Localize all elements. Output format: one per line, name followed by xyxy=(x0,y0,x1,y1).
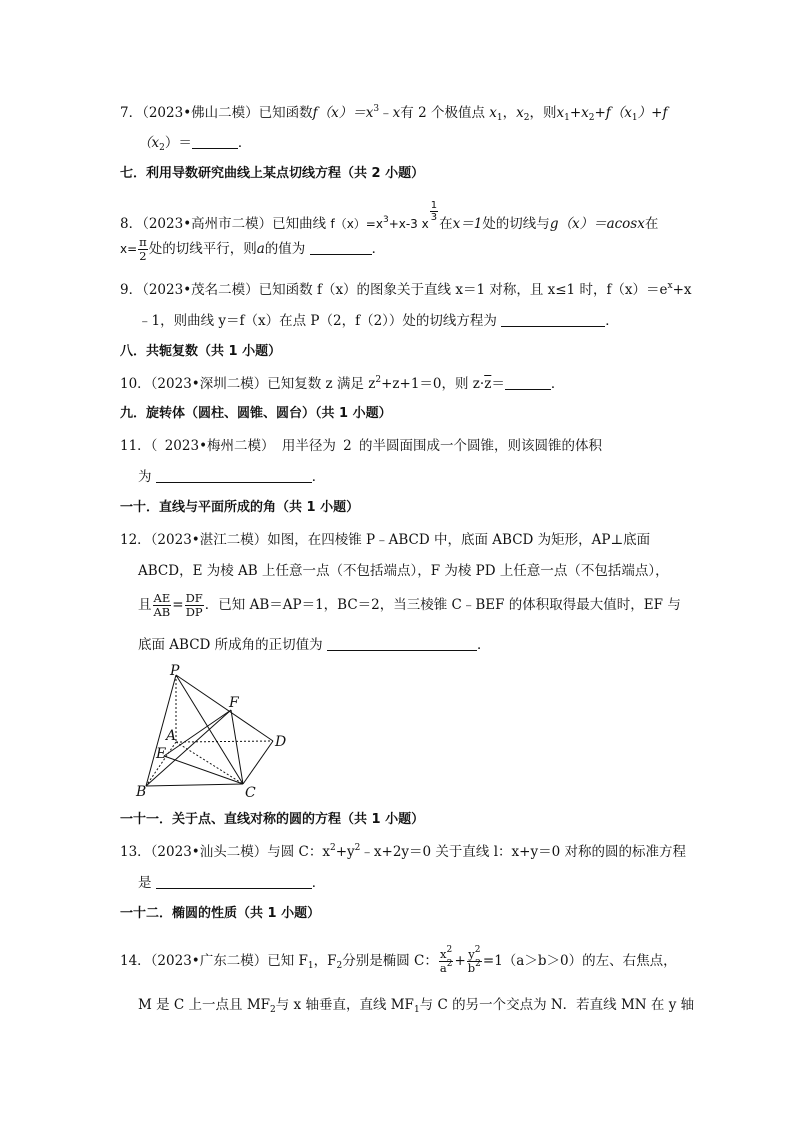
label-E: E xyxy=(156,746,167,762)
answer-blank[interactable] xyxy=(501,313,605,327)
pyramid-figure xyxy=(130,660,300,800)
edge-FC xyxy=(231,710,243,784)
q7-line1: 7．（2023•佛山二模）已知函数$f(x)=x^3﹣x$有 2 个极值点 $x_1$，$x_2$，则$x_1+x_2+f(x_1)+f$ xyxy=(120,104,668,123)
q12-line3: 且 $\frac{AE}{AB}$ = $\frac{DF}{DP}$ ．已知 AB＝AP＝1，BC＝2，当三棱锥 C﹣BEF 的体积取得最大值时，EF 与 xyxy=(138,591,681,619)
label-D: D xyxy=(275,734,287,750)
edge-AC xyxy=(176,742,243,784)
label-C: C xyxy=(245,785,256,800)
section-heading-11: 一十一．关于点、直线对称的圆的方程（共 1 小题） xyxy=(120,812,425,827)
edge-PD xyxy=(176,675,273,741)
edge-EC xyxy=(164,756,243,784)
answer-blank[interactable] xyxy=(156,875,312,889)
answer-blank[interactable] xyxy=(327,637,477,651)
q11-line2: 为 ． xyxy=(138,469,326,485)
q13-line1: 13．（2023•汕头二模）与圆 C：$x^2+y^2﹣x+2y=0$ 关于直线 l：x+y＝0 对称的圆的标准方程 xyxy=(120,843,686,860)
q13-line2: 是 ． xyxy=(138,875,326,891)
q9-line1: 9．（2023•茂名二模）已知函数 f（x）的图象关于直线 x＝1 对称，且 x≤1 时，$f(x)=e^x+x$ xyxy=(120,281,692,298)
label-F: F xyxy=(229,695,239,711)
label-B: B xyxy=(136,784,147,800)
q12-line1: 12．（2023•湛江二模）如图，在四棱锥 P﹣ABCD 中，底面 ABCD 为矩形，AP⊥底面 xyxy=(120,532,651,548)
q12-line2: ABCD，E 为棱 AB 上任意一点（不包括端点），F 为棱 PD 上任意一点（不包括端点）， xyxy=(138,563,669,579)
answer-blank[interactable] xyxy=(505,376,551,390)
q8-line2: x= $\frac{\pi}{2}$ 处的切线平行，则a的值为 ． xyxy=(120,235,386,263)
q7-line2: $(x_2)=$ ． xyxy=(138,135,252,153)
edge-CD xyxy=(243,741,273,784)
label-P: P xyxy=(170,663,180,679)
section-heading-7: 七．利用导数研究曲线上某点切线方程（共 2 小题） xyxy=(120,166,425,181)
q14-line1: 14．（2023•广东二模）已知 $F_1$，$F_2$分别是椭圆 C： $\frac{x^2}{a^2}$ + $\frac{y^2}{b^2}$ =1（a＞b＞0）的左、右焦点， xyxy=(120,945,677,975)
section-heading-12: 一十二．椭圆的性质（共 1 小题） xyxy=(120,906,321,921)
answer-blank[interactable] xyxy=(192,135,238,149)
q10-line: 10．（2023•深圳二模）已知复数 z 满足 $z^2+z+1=0$，则 $z\cdot\overline{z}=$ ． xyxy=(120,375,565,392)
answer-blank[interactable] xyxy=(156,469,312,483)
section-heading-10: 一十．直线与平面所成的角（共 1 小题） xyxy=(120,500,360,515)
answer-blank[interactable] xyxy=(310,241,372,255)
q8-line1: 8．（2023•高州市二模）已知曲线 $f(x)=x^3+x-3$ x $\frac{1}{3}$ 在x＝1处的切线与g（x）＝acosx在 xyxy=(120,200,659,232)
section-heading-8: 八．共轭复数（共 1 小题） xyxy=(120,344,282,359)
q14-line2: M 是 C 上一点且 $MF_2$与 x 轴垂直，直线 $MF_1$与 C 的另一个交点为 N．若直线 MN 在 y 轴 xyxy=(138,997,695,1015)
q12-line4: 底面 ABCD 所成角的正切值为 ． xyxy=(138,637,491,653)
section-heading-9: 九．旋转体（圆柱、圆锥、圆台）（共 1 小题） xyxy=(120,406,392,421)
edge-AD xyxy=(176,741,273,742)
q11-line1: 11．（ 2023•梅州二模） 用半径为 2 的半圆面围成一个圆锥，则该圆锥的体积 xyxy=(120,438,603,454)
edge-BC xyxy=(146,784,243,786)
label-A: A xyxy=(166,728,177,744)
q9-line2: ﹣1，则曲线 y＝f（x）在点 P（2，f（2））处的切线方程为 ． xyxy=(138,313,619,329)
